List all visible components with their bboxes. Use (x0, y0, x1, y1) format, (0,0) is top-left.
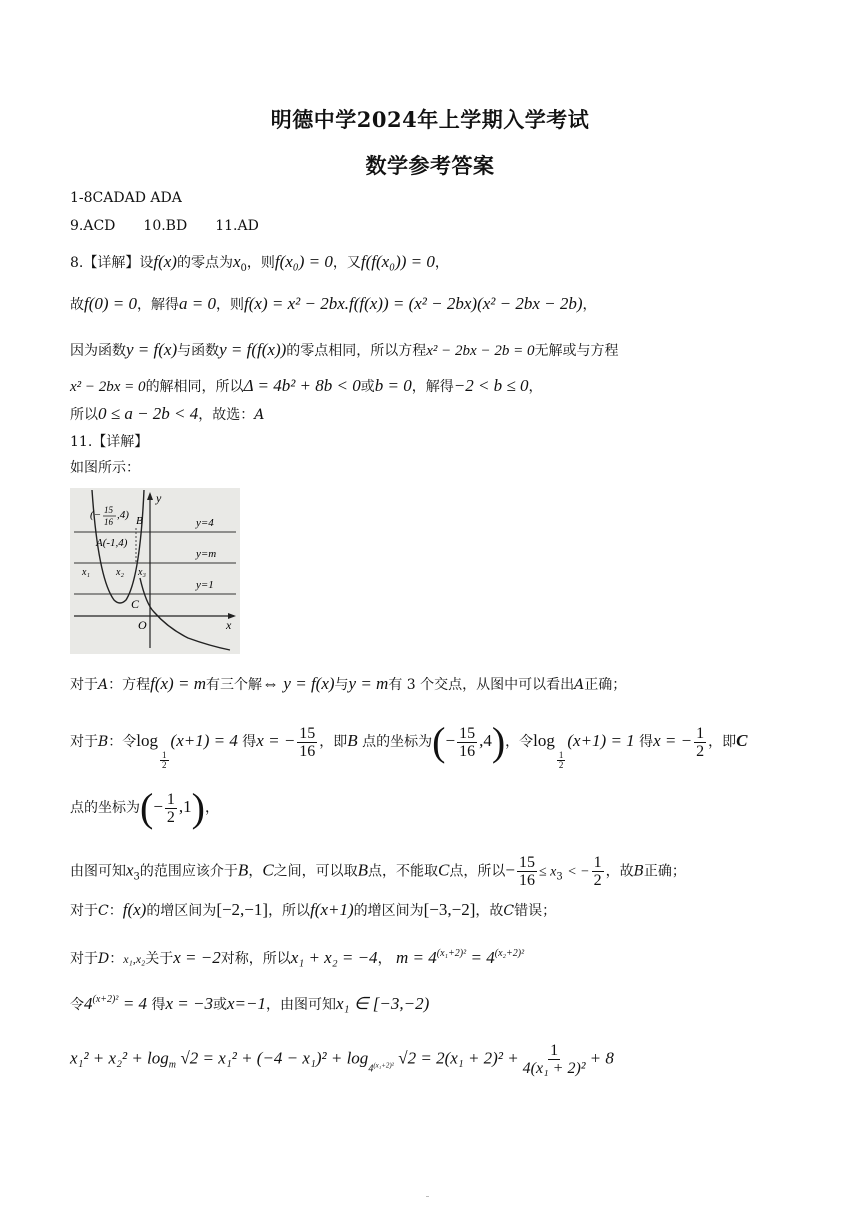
math: m (168, 1059, 177, 1071)
text: ，由图可知 (266, 997, 336, 1013)
math: A (254, 407, 265, 423)
math: −2 < b ≤ 0 (453, 376, 529, 395)
math: f(x+1) (310, 900, 354, 919)
text: 点，不能取 (368, 863, 439, 880)
q11-option-c (70, 900, 556, 921)
num: 15 (459, 724, 476, 742)
math: f(f(x₀)) = 0 (360, 252, 435, 271)
text: 有三个解 (205, 677, 262, 693)
log-base (160, 751, 169, 770)
text: ， (434, 255, 449, 271)
label-point-open: (− (90, 509, 102, 521)
text: 或 (213, 997, 227, 1013)
math: [−2,−1] (216, 900, 269, 919)
text: 对于 (70, 677, 98, 693)
q11-range-line: 由图可知$x_3$的范围应该介于B，C之间，可以取B点，不能取C点，所以− $\frac{15}{16}$ ≤ $x_3$ < − $\frac{1}{2}$ ，故B正确； (70, 854, 686, 889)
label-y-axis: y (156, 491, 162, 505)
text: 得 (639, 734, 654, 750)
den: 2 (696, 742, 705, 760)
math: y = m (348, 674, 389, 693)
math: − (505, 860, 515, 880)
math: 4 (368, 1063, 374, 1075)
math: f(0) = 0 (84, 294, 138, 313)
fraction (457, 725, 477, 760)
answer-10: 10.BD (143, 218, 188, 234)
math: (x+2)² (92, 994, 119, 1005)
answer-9: 9.ACD (70, 218, 116, 234)
math: x (232, 252, 241, 271)
math: log (533, 731, 555, 750)
math: (x+1) = 1 (567, 731, 635, 750)
label-y1: y=1 (196, 579, 214, 591)
math: x² − 2bx − 2b = 0 (426, 343, 535, 359)
math: x = −2 (173, 948, 221, 967)
text: ，解得 (411, 379, 454, 395)
label-x3: x₃ (138, 567, 146, 578)
math: ,4 (479, 731, 492, 750)
text: 关于 (145, 951, 174, 967)
text: ，则 (216, 297, 245, 313)
math: f(x) = m (150, 674, 206, 693)
text: 的零点相同，所以方程 (286, 343, 427, 359)
text: B (633, 863, 644, 880)
fraction (297, 725, 317, 760)
math: b = 0 (374, 376, 412, 395)
num: 1 (696, 724, 705, 742)
text: 故 (70, 297, 84, 313)
q8-line-3 (70, 340, 618, 361)
den: 4(x₁ + 2)² (522, 1060, 586, 1077)
math: 0 ≤ a − 2b < 4 (98, 404, 199, 423)
text: C (98, 903, 109, 919)
label-x2: x₂ (116, 567, 124, 578)
q11-option-b: 对于B：令log $\frac{1}{2}$ (x+1) = 4 得x = − $\frac{15}{16}$ ，即B 点的坐标为(− $\frac{15}{16}$ ,4)，令log $\frac{1}{2}$ (x+1) = 1 得x = − $\frac{1}{2}$ ，即C (70, 719, 748, 770)
text: 正确； (643, 863, 686, 880)
text: 的零点为 (176, 255, 233, 271)
text: 对称，所以 (220, 951, 291, 967)
num: 1 (550, 1042, 559, 1059)
num: 1 (162, 750, 167, 760)
math: x = − (256, 731, 296, 750)
text: ， (582, 297, 597, 313)
text: 得 (242, 734, 257, 750)
fraction (592, 854, 604, 889)
function-graph-figure (70, 488, 240, 654)
den: 2 (162, 760, 167, 770)
text: 所以 (70, 407, 98, 423)
text: 由图可知 (70, 863, 126, 880)
math: B (347, 731, 358, 750)
math: √2 = x₁² + (−4 − x₁)² + log (180, 1048, 369, 1068)
text: 正确； (584, 677, 627, 693)
footer-mark (426, 1196, 429, 1197)
q8-line-1: 8.【详解】设f(x)的零点为$x_0$，则f(x₀) = 0，又f(f(x₀)) = 0， (70, 252, 449, 274)
label-ym: y=m (196, 548, 217, 560)
text: ，令 (505, 734, 534, 750)
den: 16 (518, 872, 535, 889)
text: 的增区间为 (353, 903, 424, 919)
text: 与函数 (177, 343, 220, 359)
q11-option-a (70, 674, 626, 695)
math: = 4 (470, 948, 495, 967)
den: 2 (166, 808, 175, 826)
text: ， (205, 800, 219, 816)
label-C: C (131, 597, 140, 611)
math: y = f(x) (126, 340, 178, 359)
log-base (557, 751, 566, 770)
math: x₁ + x₂ = −4 (290, 948, 378, 967)
math: x₁² + x₂² + log (70, 1048, 169, 1068)
text: 设 (139, 255, 154, 271)
math: x=−1 (227, 994, 266, 1013)
math: a = 0 (179, 294, 217, 313)
label-O: O (138, 618, 147, 632)
math: f(x) (153, 252, 177, 271)
math: ,1 (178, 797, 192, 816)
math: x (126, 860, 134, 880)
text: ，即 (708, 734, 737, 750)
q11-option-b-cont: 点的坐标为(− $\frac{1}{2}$ ,1)， (70, 785, 219, 830)
text: 得 (151, 997, 166, 1013)
math: f(x) (122, 900, 147, 919)
text: 的范围应该介于 (139, 863, 238, 880)
text: 点，所以 (449, 863, 506, 880)
q8-line-5 (70, 404, 264, 425)
answers-9-11 (70, 216, 259, 236)
math: C (736, 731, 748, 750)
math: C (262, 860, 274, 880)
num: 1 (166, 790, 175, 808)
math: x = − (653, 731, 693, 750)
page-title: 明德中学2024年上学期入学考试 (270, 107, 590, 132)
text: 错误； (514, 903, 557, 919)
text: 对于 (70, 951, 98, 967)
text: 令 (70, 997, 84, 1013)
num: 1 (558, 750, 564, 760)
q8-line-4 (70, 376, 543, 397)
math: = 4 (122, 994, 148, 1013)
fraction (165, 791, 177, 826)
text: 的增区间为 (146, 903, 217, 919)
label-point-close: ,4) (117, 509, 129, 521)
answers-1-8: 1-8CADAD ADA (70, 190, 182, 206)
text: ：方程 (108, 677, 151, 693)
fraction (517, 854, 537, 889)
text: ，解得 (137, 297, 180, 313)
text: ， (248, 863, 263, 880)
text: 无解或与方程 (534, 343, 619, 359)
math: < − (567, 864, 590, 880)
text: ，故 (605, 863, 634, 880)
math: √2 = 2(x₁ + 2)² + (398, 1048, 519, 1068)
math: B (237, 860, 249, 880)
text: ， (377, 951, 392, 967)
math: (x₁+2)² (436, 948, 467, 959)
den: 16 (459, 742, 476, 760)
math: (x₂+2)² (494, 948, 525, 959)
page-subtitle: 数学参考答案 (365, 153, 495, 178)
math: f(x₀) = 0 (274, 252, 333, 271)
num: 1 (593, 854, 602, 871)
math: ≤ x (538, 864, 557, 880)
math: + 8 (589, 1048, 614, 1068)
text: 对于 (70, 903, 98, 919)
math: x² − 2bx = 0 (70, 379, 146, 395)
q11-option-d (70, 944, 524, 969)
den: 2 (558, 760, 564, 770)
label-x1: x₁ (82, 567, 90, 578)
text: 对于 (70, 734, 98, 750)
q11-option-d-formula (70, 1042, 614, 1080)
math: y = f(x) (283, 674, 335, 693)
label-x-axis: x (226, 618, 232, 632)
math: ⇔ (261, 674, 279, 693)
math: y = f(f(x)) (219, 340, 287, 359)
math: m = 4 (396, 948, 437, 967)
q8-line-2 (70, 294, 597, 315)
text: 点的坐标为 (362, 734, 433, 750)
den: 2 (593, 872, 602, 889)
text: ：令 (108, 734, 137, 750)
math: log (136, 731, 159, 750)
label-B: B (136, 515, 143, 527)
text: ，则 (246, 255, 275, 271)
num: 15 (518, 854, 535, 871)
math: 4 (84, 994, 93, 1013)
text: 点的坐标为 (70, 800, 140, 816)
text: 或 (360, 379, 375, 395)
math: f(x) = x² − 2bx.f(f(x)) = (x² − 2bx)(x² − 2bx − 2b) (244, 294, 583, 313)
text: 与 (334, 677, 349, 693)
math: x = −3 (165, 994, 213, 1013)
text: ，即 (319, 734, 348, 750)
text: 有 3 个交点，从图中可以看出 (388, 677, 575, 693)
math: (x+1) = 4 (170, 731, 238, 750)
text: ： (109, 951, 124, 967)
text: ，故选： (198, 407, 255, 423)
label-frac-num: 15 (104, 505, 113, 515)
math: [−3,−2] (423, 900, 476, 919)
math: (x₁+2)² (373, 1061, 394, 1070)
label-A: A(-1,4) (96, 537, 128, 549)
text: ，故 (475, 903, 504, 919)
math: Δ = 4b² + 8b < 0 (243, 376, 361, 395)
q11-option-d-step (70, 990, 429, 1015)
text: 的解相同，所以 (145, 379, 244, 395)
text: 之间，可以取 (273, 863, 358, 880)
text: 因为函数 (70, 343, 126, 359)
q11-intro: 如图所示： (70, 460, 140, 476)
fraction (521, 1042, 588, 1077)
text: ， (528, 379, 543, 395)
text: A (98, 677, 109, 693)
text: A (574, 677, 585, 693)
text: D (98, 951, 110, 967)
math: B (357, 860, 369, 880)
math: x₁ ∈ [−3,−2) (336, 994, 430, 1013)
q8-label: 8.【详解】 (70, 255, 140, 271)
label-y4: y=4 (196, 517, 214, 529)
text: ，所以 (268, 903, 311, 919)
text: ： (108, 903, 123, 919)
den: 16 (299, 742, 316, 760)
math: C (438, 860, 450, 880)
answer-11: 11.AD (215, 218, 259, 234)
text: ，又 (332, 255, 361, 271)
q11-label: 11.【详解】 (70, 434, 149, 450)
math: x₁,x₂ (123, 952, 146, 966)
fraction (694, 725, 706, 760)
text: C (503, 903, 515, 919)
num: 15 (299, 724, 316, 742)
label-frac-den: 16 (104, 517, 113, 527)
text: B (98, 734, 109, 750)
